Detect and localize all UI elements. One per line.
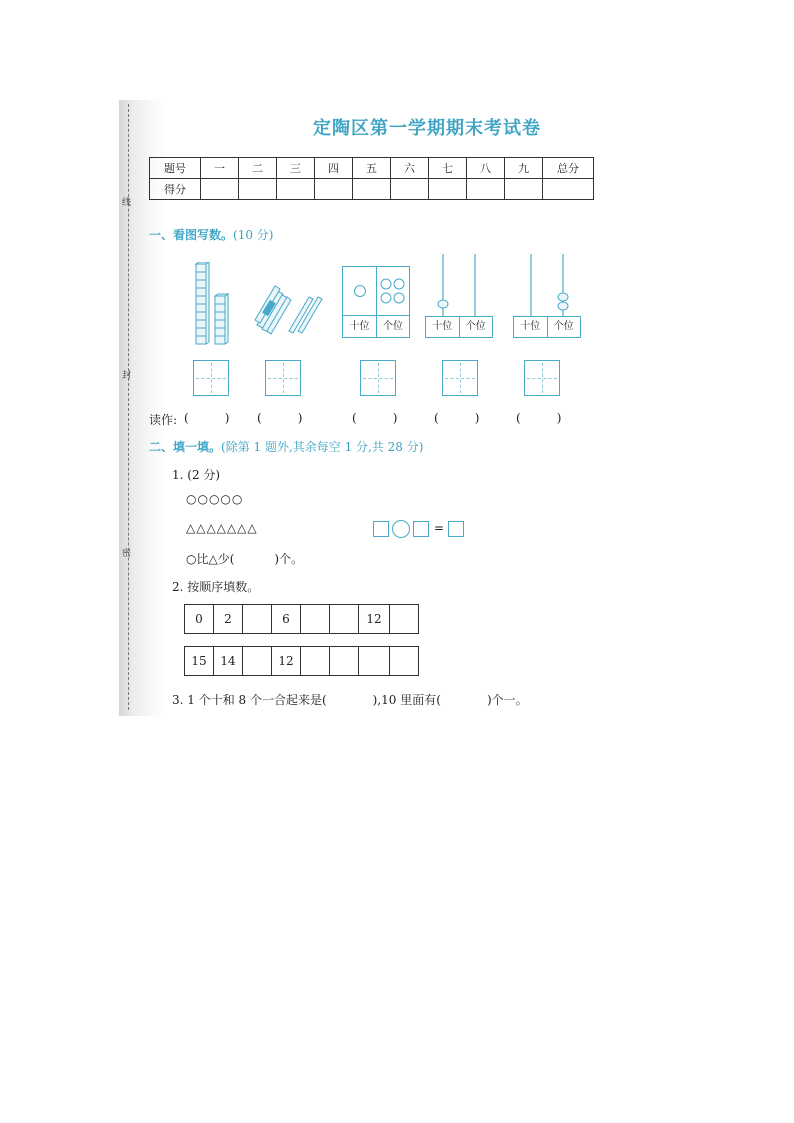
- sequence-cell[interactable]: [390, 605, 419, 634]
- paren-open: (: [434, 411, 439, 425]
- sequence-cell[interactable]: [330, 605, 359, 634]
- read-as-blank[interactable]: [257, 411, 313, 425]
- q1-question-post: )个。: [274, 552, 304, 566]
- sequence-row-1: [184, 604, 419, 634]
- sequence-cell[interactable]: [359, 647, 390, 676]
- write-number-box[interactable]: [265, 360, 301, 396]
- read-as-label: 读作:: [149, 413, 178, 427]
- place-ones-label: 个位: [383, 321, 403, 332]
- score-header-cell: 总分: [543, 158, 594, 179]
- sequence-cell[interactable]: [330, 647, 359, 676]
- section1-heading-text: 一、看图写数。: [149, 228, 234, 242]
- sequence-cell[interactable]: [243, 647, 272, 676]
- sequence-cell: 2: [214, 605, 243, 634]
- place-tens-label: 十位: [432, 321, 453, 332]
- score-table-score-row: [150, 179, 594, 200]
- q2-label: 2. 按顺序填数。: [172, 580, 260, 594]
- stick-bundle-figure: [253, 285, 325, 337]
- place-tens-label: 十位: [520, 321, 541, 332]
- score-row-label: 得分: [150, 179, 201, 200]
- paren-open: (: [352, 411, 357, 425]
- score-header-cell: 题号: [150, 158, 201, 179]
- q1-triangles: △△△△△△△: [186, 521, 258, 535]
- q3-part1: 3. 1 个十和 8 个一合起来是(: [172, 693, 327, 707]
- write-number-box[interactable]: [524, 360, 560, 396]
- sequence-cell: 14: [214, 647, 243, 676]
- abacus-place-labels-2: [513, 316, 581, 338]
- circle-counters: [343, 267, 409, 315]
- equation-box-left[interactable]: [373, 521, 389, 537]
- sequence-cell[interactable]: [243, 605, 272, 634]
- equation-box-result[interactable]: [448, 521, 464, 537]
- section2-heading-text: 二、填一填。: [149, 440, 222, 454]
- read-as-blank[interactable]: [516, 411, 572, 425]
- q1-label: 1. (2 分): [172, 468, 221, 482]
- section1-points: (10 分): [233, 228, 274, 242]
- paren-open: (: [516, 411, 521, 425]
- margin-char-xian: 线: [122, 198, 132, 208]
- cube-stacks-figure: [188, 262, 232, 346]
- q1-circles: ○○○○○: [186, 492, 244, 506]
- q1-question-pre: ○比△少(: [186, 552, 235, 566]
- section1-heading: [149, 226, 273, 243]
- score-table-header-row: [150, 158, 594, 179]
- equation-operator-circle[interactable]: [392, 520, 410, 538]
- q3-part2: ),10 里面有(: [372, 693, 441, 707]
- paren-close: ): [392, 411, 398, 425]
- sequence-cell[interactable]: [301, 605, 330, 634]
- read-as-blank[interactable]: [434, 411, 490, 425]
- paren-close: ): [556, 411, 562, 425]
- q3-question: [172, 691, 528, 708]
- paren-close: ): [297, 411, 303, 425]
- section2-points: (除第 1 题外,其余每空 1 分,共 28 分): [221, 440, 424, 454]
- equation-equals: =: [434, 521, 445, 535]
- sequence-row-2: [184, 646, 419, 676]
- score-input-cell[interactable]: [277, 179, 315, 200]
- score-header-cell: 八: [467, 158, 505, 179]
- exam-title: 定陶区第一学期期末考试卷: [313, 118, 541, 139]
- score-input-cell[interactable]: [315, 179, 353, 200]
- paren-open: (: [257, 411, 262, 425]
- write-number-box[interactable]: [193, 360, 229, 396]
- score-header-cell: 七: [429, 158, 467, 179]
- q1-question: [186, 550, 303, 567]
- sequence-cell: 15: [185, 647, 214, 676]
- place-ones-label: 个位: [459, 317, 493, 337]
- score-header-cell: 九: [505, 158, 543, 179]
- score-header-cell: 四: [315, 158, 353, 179]
- score-input-cell[interactable]: [429, 179, 467, 200]
- score-input-cell[interactable]: [543, 179, 594, 200]
- paren-open: (: [184, 411, 189, 425]
- binding-margin-rule: [128, 104, 129, 710]
- margin-char-mi: 密: [122, 549, 132, 559]
- place-value-circle-chart: [342, 266, 410, 338]
- place-ones-label: 个位: [547, 317, 581, 337]
- score-header-cell: 三: [277, 158, 315, 179]
- score-header-cell: 一: [201, 158, 239, 179]
- abacus-figure-1: [425, 252, 493, 318]
- score-input-cell[interactable]: [505, 179, 543, 200]
- paren-close: ): [474, 411, 480, 425]
- place-tens-label: 十位: [349, 321, 370, 332]
- q3-part3: )个一。: [486, 693, 528, 707]
- score-header-cell: 六: [391, 158, 429, 179]
- sequence-cell: 12: [272, 647, 301, 676]
- score-header-cell: 二: [239, 158, 277, 179]
- write-number-box[interactable]: [442, 360, 478, 396]
- score-input-cell[interactable]: [467, 179, 505, 200]
- read-as-blank[interactable]: [184, 411, 240, 425]
- abacus-place-labels-1: [425, 316, 493, 338]
- section2-heading: [149, 438, 423, 455]
- chart-divider: [343, 315, 409, 316]
- equation-box-right[interactable]: [413, 521, 429, 537]
- score-input-cell[interactable]: [201, 179, 239, 200]
- score-input-cell[interactable]: [391, 179, 429, 200]
- sequence-cell[interactable]: [301, 647, 330, 676]
- sequence-cell[interactable]: [390, 647, 419, 676]
- score-header-cell: 五: [353, 158, 391, 179]
- score-input-cell[interactable]: [239, 179, 277, 200]
- write-number-box[interactable]: [360, 360, 396, 396]
- read-as-blank[interactable]: [352, 411, 408, 425]
- sequence-cell: 0: [185, 605, 214, 634]
- margin-char-feng: 封: [122, 371, 132, 381]
- score-input-cell[interactable]: [353, 179, 391, 200]
- paren-close: ): [224, 411, 230, 425]
- sequence-cell: 12: [359, 605, 390, 634]
- score-table: [149, 157, 594, 200]
- abacus-figure-2: [513, 252, 581, 318]
- sequence-cell: 6: [272, 605, 301, 634]
